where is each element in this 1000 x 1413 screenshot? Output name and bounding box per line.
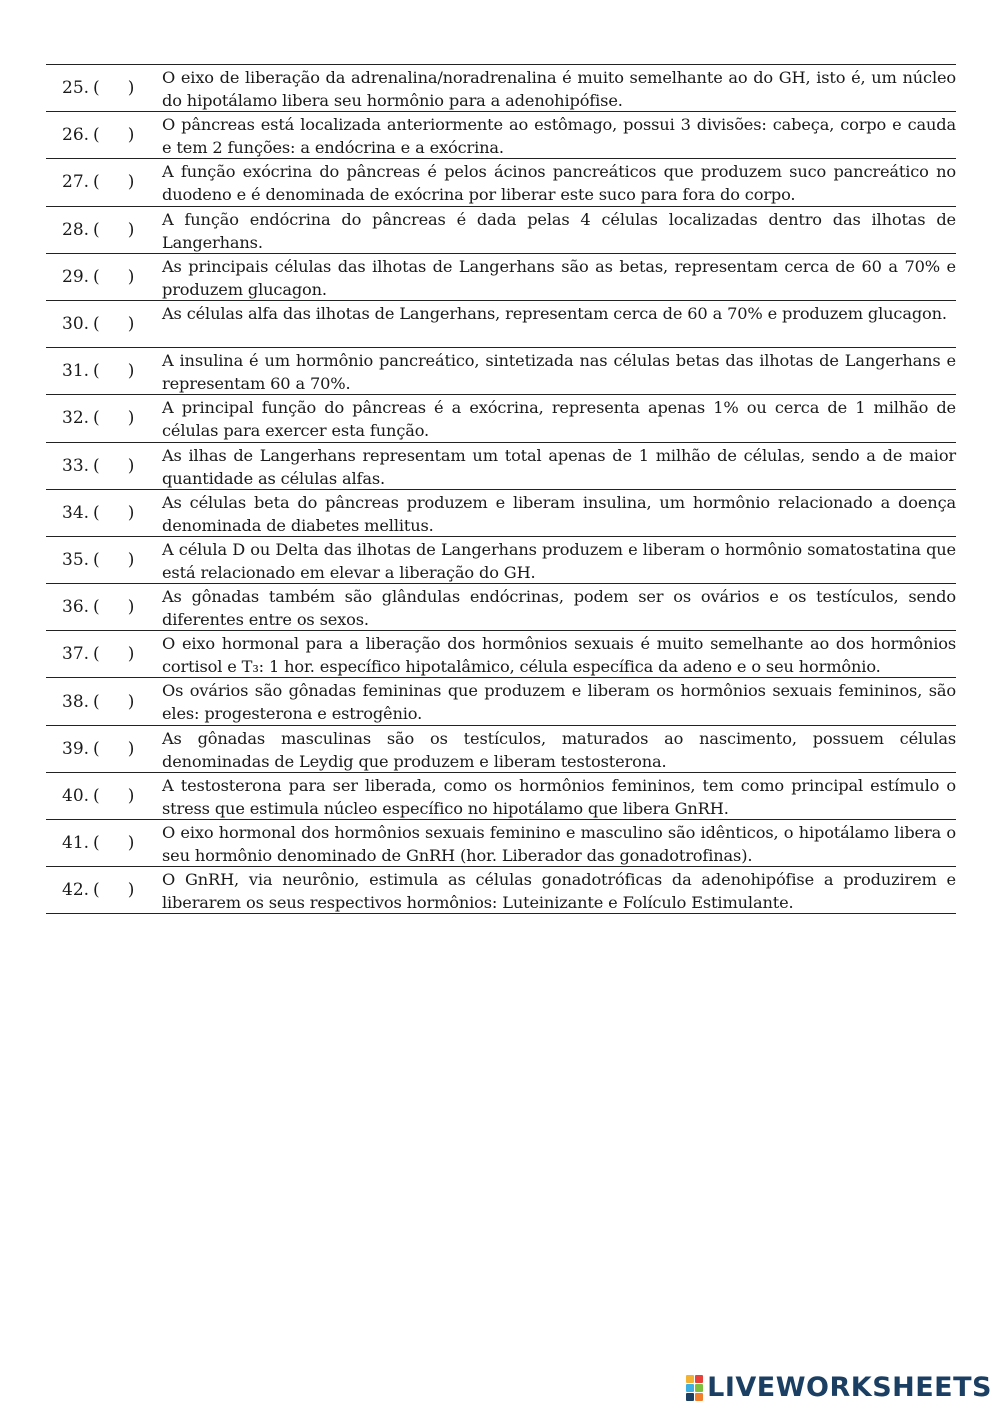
question-number-cell bbox=[46, 584, 162, 630]
question-statement: As células beta do pâncreas produzem e liberam insulina, um hormônio relacionado a doença denominada de diabetes mellitus. bbox=[162, 492, 956, 535]
question-number: 28. bbox=[62, 219, 90, 240]
question-row bbox=[46, 820, 956, 867]
logo-square bbox=[686, 1375, 694, 1383]
question-number-cell bbox=[46, 678, 162, 724]
question-row bbox=[46, 631, 956, 678]
answer-open-paren: ( bbox=[93, 219, 100, 240]
question-statement: A principal função do pâncreas é a exócrina, representa apenas 1% ou cerca de 1 milhão de células para exercer esta função. bbox=[162, 398, 956, 441]
question-statement: O eixo hormonal dos hormônios sexuais feminino e masculino são idênticos, o hipotálamo libera o seu hormônio denominado de GnRH (hor. Liberador das gonadotrofinas). bbox=[162, 823, 956, 865]
answer-open-paren: ( bbox=[93, 880, 100, 901]
answer-open-paren: ( bbox=[93, 785, 100, 806]
true-false-question-list bbox=[46, 64, 956, 914]
question-number-cell bbox=[46, 254, 162, 300]
answer-open-paren: ( bbox=[93, 833, 100, 854]
answer-open-paren: ( bbox=[93, 314, 100, 335]
logo-square bbox=[695, 1384, 703, 1392]
question-number: 25. bbox=[62, 78, 90, 99]
answer-open-paren: ( bbox=[93, 408, 100, 429]
question-row bbox=[46, 867, 956, 914]
answer-close-paren: ) bbox=[127, 125, 135, 146]
question-row bbox=[46, 254, 956, 301]
question-number-cell bbox=[46, 820, 162, 866]
question-number-cell bbox=[46, 348, 162, 394]
answer-close-paren: ) bbox=[127, 219, 135, 240]
question-number: 34. bbox=[62, 502, 90, 523]
answer-close-paren: ) bbox=[127, 314, 135, 335]
answer-open-paren: ( bbox=[93, 597, 100, 618]
answer-close-paren: ) bbox=[127, 597, 135, 618]
answer-close-paren: ) bbox=[127, 78, 135, 99]
answer-close-paren: ) bbox=[127, 880, 135, 901]
question-number-cell bbox=[46, 65, 162, 111]
question-number-cell bbox=[46, 159, 162, 205]
logo-square bbox=[686, 1384, 694, 1392]
question-row bbox=[46, 348, 956, 395]
answer-open-paren: ( bbox=[93, 549, 100, 570]
answer-close-paren: ) bbox=[127, 691, 135, 712]
question-number-cell bbox=[46, 112, 162, 158]
question-number: 42. bbox=[62, 880, 90, 901]
question-number: 27. bbox=[62, 172, 90, 193]
question-number: 26. bbox=[62, 125, 90, 146]
answer-close-paren: ) bbox=[127, 455, 135, 476]
answer-open-paren: ( bbox=[93, 738, 100, 759]
question-statement: As gônadas masculinas são os testículos, maturados ao nascimento, possuem células denominadas de Leydig que produzem e liberam testosterona. bbox=[162, 728, 956, 771]
question-row bbox=[46, 207, 956, 254]
logo-square bbox=[695, 1375, 703, 1383]
question-row bbox=[46, 678, 956, 725]
liveworksheets-logo-icon bbox=[686, 1375, 703, 1401]
question-row bbox=[46, 584, 956, 631]
question-statement: A insulina é um hormônio pancreático, sintetizada nas células betas das ilhotas de Langerhans e representam 60 a 70%. bbox=[162, 351, 956, 394]
answer-close-paren: ) bbox=[127, 644, 135, 665]
question-number: 29. bbox=[62, 266, 90, 287]
question-row bbox=[46, 65, 956, 112]
question-number-cell bbox=[46, 537, 162, 583]
question-number-cell bbox=[46, 443, 162, 489]
question-number-cell bbox=[46, 207, 162, 253]
answer-open-paren: ( bbox=[93, 361, 100, 382]
answer-close-paren: ) bbox=[127, 549, 135, 570]
answer-close-paren: ) bbox=[127, 738, 135, 759]
answer-close-paren: ) bbox=[127, 266, 135, 287]
question-statement: As células alfa das ilhotas de Langerhans, representam cerca de 60 a 70% e produzem glucagon. bbox=[162, 303, 947, 323]
question-number-cell bbox=[46, 301, 162, 347]
question-number: 40. bbox=[62, 785, 90, 806]
question-number: 32. bbox=[62, 408, 90, 429]
logo-square bbox=[695, 1393, 703, 1401]
question-row bbox=[46, 726, 956, 773]
question-row bbox=[46, 159, 956, 206]
answer-open-paren: ( bbox=[93, 644, 100, 665]
question-number: 30. bbox=[62, 314, 90, 335]
question-number-cell bbox=[46, 773, 162, 819]
answer-close-paren: ) bbox=[127, 408, 135, 429]
question-row bbox=[46, 443, 956, 490]
question-statement: O eixo hormonal para a liberação dos hormônios sexuais é muito semelhante ao dos hormônios cortisol e T₃: 1 hor. específico hipotalâmico, célula específica da adeno e o seu hormônio. bbox=[162, 634, 956, 677]
question-statement: A testosterona para ser liberada, como os hormônios femininos, tem como principal estímulo o stress que estimula núcleo específico no hipotálamo que libera GnRH. bbox=[162, 775, 956, 818]
answer-close-paren: ) bbox=[127, 361, 135, 382]
question-statement: O eixo de liberação da adrenalina/noradrenalina é muito semelhante ao do GH, isto é, um núcleo do hipotálamo libera seu hormônio para a adenohipófise. bbox=[162, 68, 956, 110]
question-statement: A função endócrina do pâncreas é dada pelas 4 células localizadas dentro das ilhotas de Langerhans. bbox=[162, 209, 956, 252]
question-row bbox=[46, 490, 956, 537]
answer-open-paren: ( bbox=[93, 172, 100, 193]
question-number: 31. bbox=[62, 361, 90, 382]
question-statement: A função exócrina do pâncreas é pelos ácinos pancreáticos que produzem suco pancreático no duodeno e é denominada de exócrina por liberar este suco para fora do corpo. bbox=[162, 162, 956, 205]
question-statement: O GnRH, via neurônio, estimula as células gonadotróficas da adenohipófise a produzirem e liberarem os seus respectivos hormônios: Luteinizante e Folículo Estimulante. bbox=[162, 870, 956, 913]
logo-text: LIVEWORKSHEETS bbox=[707, 1372, 992, 1403]
logo-square bbox=[686, 1393, 694, 1401]
question-row bbox=[46, 112, 956, 159]
question-number: 41. bbox=[62, 833, 90, 854]
question-row bbox=[46, 773, 956, 820]
question-number-cell bbox=[46, 395, 162, 441]
answer-close-paren: ) bbox=[127, 172, 135, 193]
question-statement: A célula D ou Delta das ilhotas de Langerhans produzem e liberam o hormônio somatostatina que está relacionado em elevar a liberação do GH. bbox=[162, 539, 956, 582]
question-number: 38. bbox=[62, 691, 90, 712]
question-number-cell bbox=[46, 867, 162, 913]
liveworksheets-logo bbox=[686, 1372, 992, 1403]
question-statement: Os ovários são gônadas femininas que produzem e liberam os hormônios sexuais femininos, são eles: progesterona e estrogênio. bbox=[162, 681, 956, 724]
answer-close-paren: ) bbox=[127, 502, 135, 523]
question-number-cell bbox=[46, 631, 162, 677]
question-row bbox=[46, 301, 956, 348]
question-number: 39. bbox=[62, 738, 90, 759]
question-row bbox=[46, 537, 956, 584]
answer-open-paren: ( bbox=[93, 266, 100, 287]
answer-open-paren: ( bbox=[93, 455, 100, 476]
question-statement: As ilhas de Langerhans representam um total apenas de 1 milhão de células, sendo a de maior quantidade as células alfas. bbox=[162, 445, 956, 488]
answer-open-paren: ( bbox=[93, 691, 100, 712]
question-statement: O pâncreas está localizada anteriormente ao estômago, possui 3 divisões: cabeça, corpo e cauda e tem 2 funções: a endócrina e a exócrina. bbox=[162, 115, 956, 158]
answer-close-paren: ) bbox=[127, 833, 135, 854]
question-number: 36. bbox=[62, 597, 90, 618]
question-row bbox=[46, 395, 956, 442]
question-number-cell bbox=[46, 726, 162, 772]
question-number: 35. bbox=[62, 549, 90, 570]
answer-open-paren: ( bbox=[93, 78, 100, 99]
question-statement: As principais células das ilhotas de Langerhans são as betas, representam cerca de 60 a 70% e produzem glucagon. bbox=[162, 256, 956, 299]
answer-open-paren: ( bbox=[93, 125, 100, 146]
answer-open-paren: ( bbox=[93, 502, 100, 523]
answer-close-paren: ) bbox=[127, 785, 135, 806]
question-number-cell bbox=[46, 490, 162, 536]
question-number: 37. bbox=[62, 644, 90, 665]
question-number: 33. bbox=[62, 455, 90, 476]
question-statement: As gônadas também são glândulas endócrinas, podem ser os ovários e os testículos, sendo diferentes entre os sexos. bbox=[162, 587, 956, 630]
